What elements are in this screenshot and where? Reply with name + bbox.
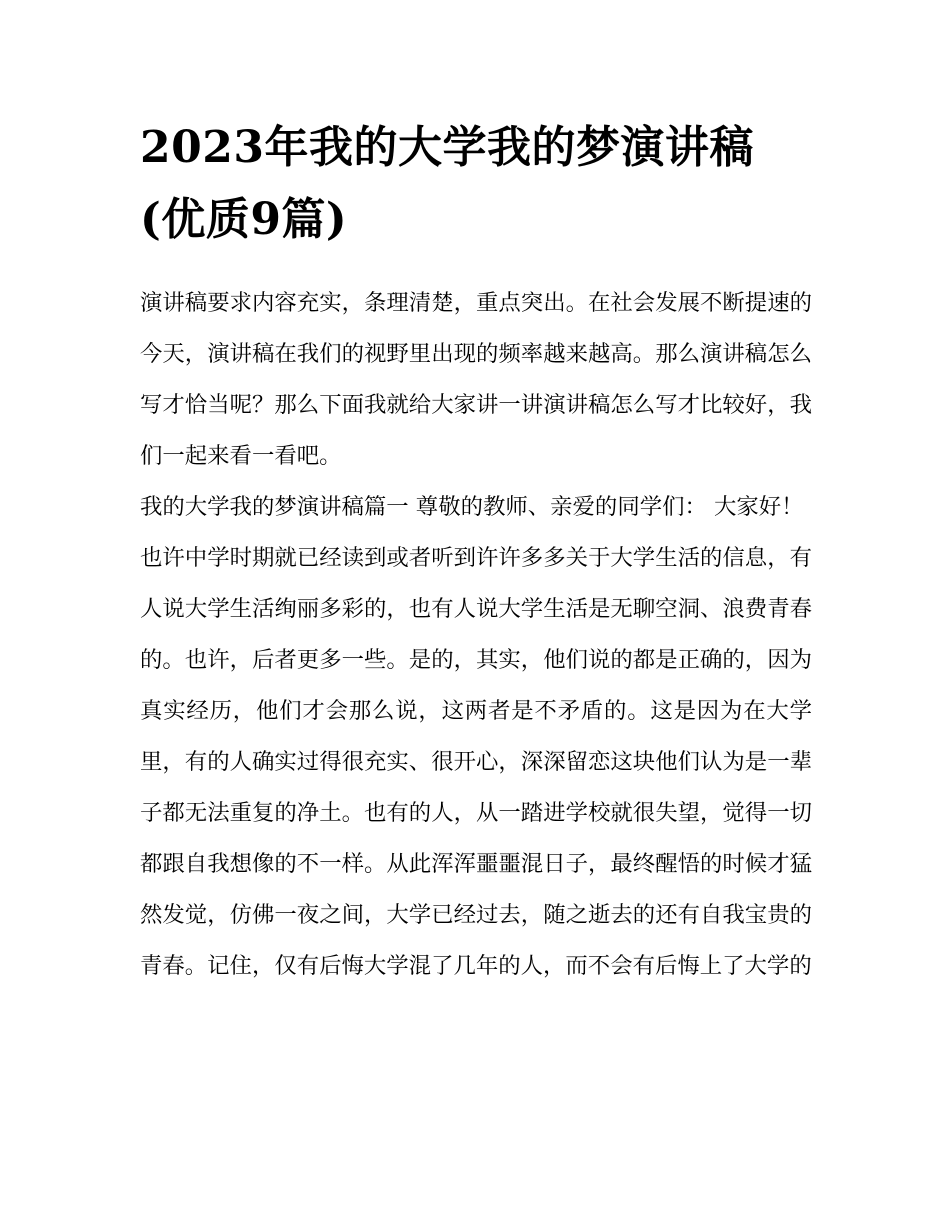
section-heading-paragraph: 我的大学我的梦演讲稿篇一 尊敬的教师、亲爱的同学们： 大家好！ [140, 494, 804, 520]
document-title: 2023年我的大学我的梦演讲稿(优质9篇) [140, 122, 754, 245]
document-body [140, 112, 812, 992]
intro-paragraph: 演讲稿要求内容充实，条理清楚，重点突出。在社会发展不断提速的今天，演讲稿在我们的视野里出现的频率越来越高。那么演讲稿怎么写才恰当呢？那么下面我就给大家讲一讲演讲稿怎么写才比较好，我们一起来看一看吧。 [140, 290, 812, 469]
body-paragraph: 也许中学时期就已经读到或者听到许许多多关于大学生活的信息，有人说大学生活绚丽多彩的，也有人说大学生活是无聊空洞、浪费青春的。也许，后者更多一些。是的，其实，他们说的都是正确的，因为真实经历，他们才会那么说，这两者是不矛盾的。这是因为在大学里，有的人确实过得很充实、很开心，深深留恋这块他们认为是一辈子都无法重复的净土。也有的人，从一踏进学校就很失望，觉得一切都跟自我想像的不一样。从此浑浑噩噩混日子，最终醒悟的时候才猛然发觉，仿佛一夜之间，大学已经过去，随之逝去的还有自我宝贵的青春。记住，仅有后悔大学混了几年的人，而不会有后悔上了大学的 [140, 545, 812, 979]
